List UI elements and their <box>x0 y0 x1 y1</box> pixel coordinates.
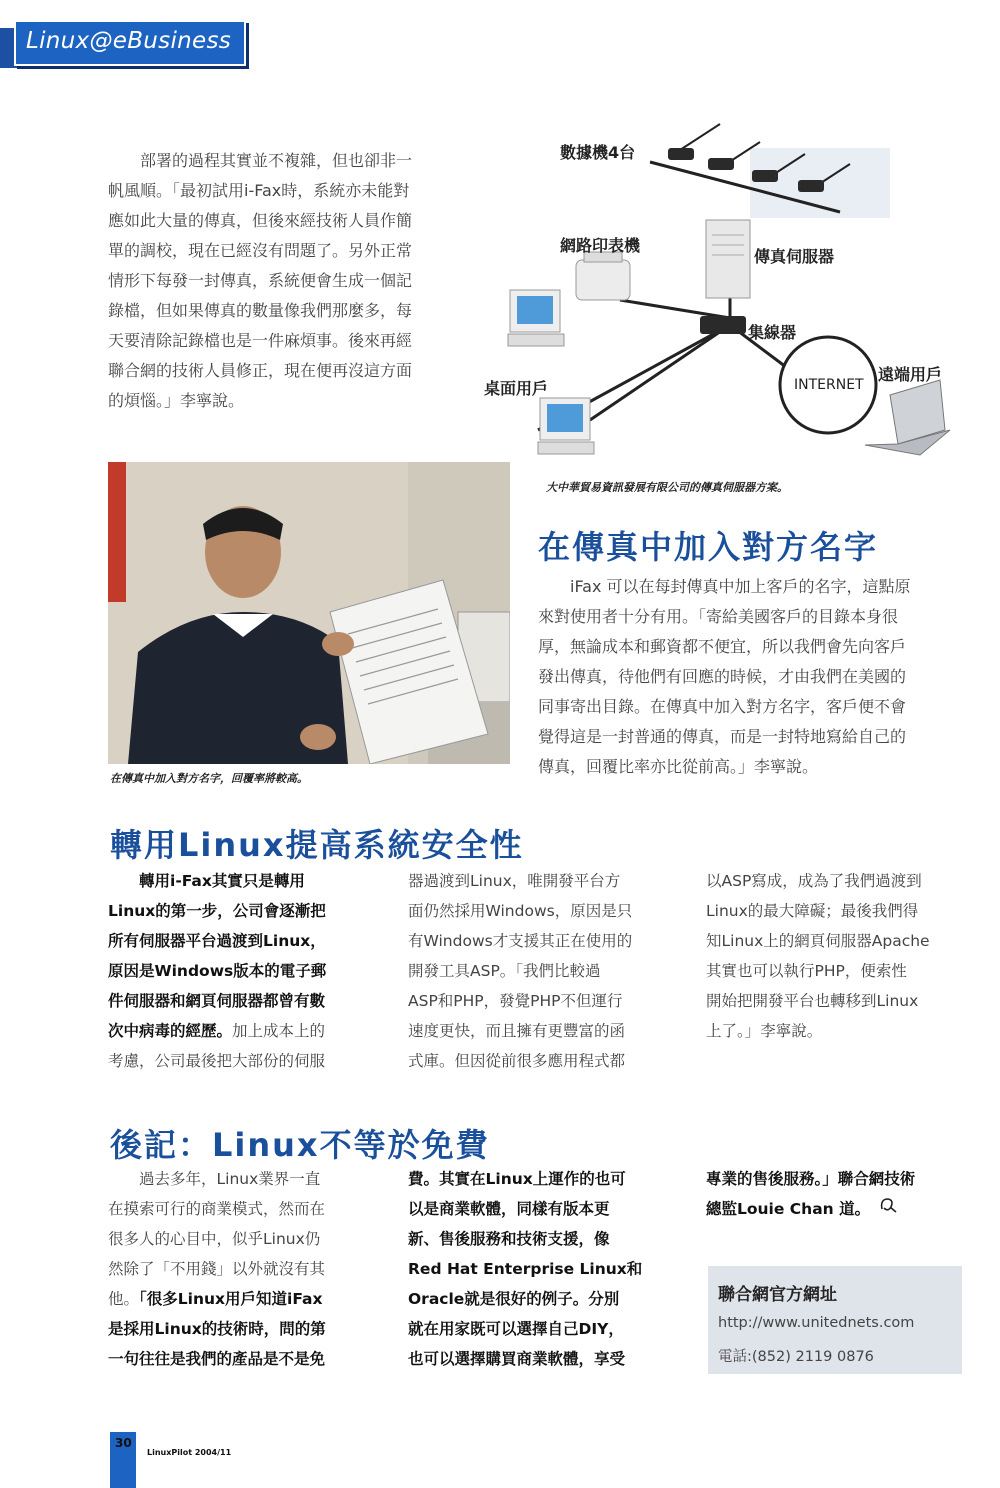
section2-line: 其實也可以執行PHP，便索性 <box>706 962 907 980</box>
intro-line: 部署的過程其實並不複雜，但也卻非一 <box>140 151 413 170</box>
section2-line: 開發工具ASP。「我們比較過 <box>408 962 601 980</box>
diagram-label-hub: 集線器 <box>748 323 797 342</box>
diagram-label-remote: 遠端用戶 <box>878 365 943 384</box>
section3-bold-line: 也可以選擇購買商業軟體，享受 <box>408 1350 626 1368</box>
section3-column-2 <box>408 1164 666 1374</box>
diagram-label-internet: INTERNET <box>794 377 864 393</box>
section1-line: 厚，無論成本和郵資都不便宜，所以我們會先向客戶 <box>538 637 907 656</box>
intro-line: 單的調校，現在已經沒有問題了。另外正常 <box>108 241 413 260</box>
printer-icon <box>576 252 630 300</box>
intro-line: 情形下每發一封傳真，系統便會生成一個記 <box>108 271 413 290</box>
section2-bold-line: 件伺服器和網頁伺服器都曾有數 <box>108 992 326 1010</box>
section2-line: 器過渡到Linux，唯開發平台方 <box>408 872 621 890</box>
section2-line: 面仍然採用Windows，原因是只 <box>408 902 633 920</box>
section2-line: 速度更快，而且擁有更豐富的函 <box>408 1022 626 1040</box>
section3-bold-line: 費。其實在Linux上運作的也可 <box>408 1170 626 1188</box>
section-title-linux-security: 轉用Linux提高系統安全性 <box>110 826 524 864</box>
desktop-computer-icon <box>508 290 564 346</box>
photo-man-holding-fax <box>108 462 510 764</box>
intro-line: 錄檔，但如果傳真的數量像我們那麼多，每 <box>108 301 413 320</box>
contact-info-title: 聯合網官方網址 <box>718 1285 837 1305</box>
section2-bold-line: 轉用i-Fax其實只是轉用 <box>139 872 305 890</box>
section2-line: 上了。」李寧說。 <box>706 1022 823 1040</box>
section3-bold-line: 一句往往是我們的產品是不是免 <box>108 1350 326 1368</box>
section-header-title: Linux@eBusiness <box>26 28 232 54</box>
page-number: 30 <box>115 1436 132 1450</box>
hub-icon <box>700 316 746 334</box>
section2-bold-line: Linux的第一步，公司會逐漸把 <box>108 902 326 920</box>
section-title-add-name: 在傳真中加入對方名字 <box>538 528 879 566</box>
section1-line: 發出傳真，待他們有回應的時候，才由我們在美國的 <box>538 667 907 686</box>
section3-line: 過去多年，Linux業界一直 <box>139 1170 321 1188</box>
website-link[interactable]: http://www.unitednets.com <box>718 1315 915 1331</box>
section3-bold-line: Oracle就是很好的例子。分別 <box>408 1290 620 1308</box>
section2-line: 以ASP寫成，成為了我們過渡到 <box>706 872 922 890</box>
diagram-label-printer: 網路印表機 <box>560 236 641 255</box>
section1-line: 同事寄出目錄。在傳真中加入對方名字，客戶便不會 <box>538 697 907 716</box>
network-diagram <box>480 110 980 480</box>
section3-bold-line: Red Hat Enterprise Linux和 <box>408 1260 643 1278</box>
section1-line: 傳真，回覆比率亦比從前高。」李寧說。 <box>538 757 819 776</box>
section3-bold-line: 新、售後服務和技術支援，像 <box>408 1230 610 1248</box>
section1-paragraph <box>538 572 966 782</box>
diagram-label-desktop: 桌面用戶 <box>484 379 549 398</box>
diagram-label-fax-server: 傳真伺服器 <box>754 247 835 266</box>
section2-line: 加上成本上的 <box>232 1022 326 1040</box>
section2-bold-line: 所有伺服器平台過渡到Linux， <box>108 932 326 950</box>
diagram-caption: 大中華貿易資訊發展有限公司的傳真伺服器方案。 <box>546 481 788 494</box>
server-icon <box>706 220 750 298</box>
section1-line: 覺得這是一封普通的傳真，而是一封特地寫給自己的 <box>538 727 907 746</box>
diagram-label-modems: 數據機4台 <box>560 143 636 162</box>
section3-bold-line: 「很多Linux用戶知道iFax <box>139 1290 323 1308</box>
section2-column-1 <box>108 866 366 1076</box>
section2-column-2 <box>408 866 666 1076</box>
desktop-computer-icon <box>538 398 594 454</box>
intro-line: 帆風順。「最初試用i-Fax時，系統亦未能對 <box>108 181 410 200</box>
section-title-not-free: 後記：Linux不等於免費 <box>110 1126 490 1164</box>
photo-caption: 在傳真中加入對方名字，回覆率將較高。 <box>110 772 308 785</box>
section2-line: 考慮，公司最後把大部份的伺服 <box>108 1052 326 1070</box>
section3-bold-line: 總監Louie Chan 道。 <box>706 1200 871 1218</box>
section3-line: 在摸索可行的商業模式，然而在 <box>108 1200 326 1218</box>
magazine-issue: LinuxPilot 2004/11 <box>147 1448 232 1457</box>
intro-line: 應如此大量的傳真，但後來經技術人員作簡 <box>108 211 413 230</box>
section2-line: 有Windows才支援其正在使用的 <box>408 932 633 950</box>
section3-bold-line: 就在用家既可以選擇自己DIY， <box>408 1320 624 1338</box>
section3-column-3 <box>706 1164 966 1225</box>
section2-line: 知Linux上的網頁伺服器Apache <box>706 932 930 950</box>
section2-line: ASP和PHP，發覺PHP不但運行 <box>408 992 623 1010</box>
section2-line: Linux的最大障礙；最後我們得 <box>706 902 919 920</box>
laptop-icon <box>865 380 950 455</box>
section2-line: 式庫。但因從前很多應用程式都 <box>408 1052 626 1070</box>
section3-line: 他。 <box>108 1290 140 1308</box>
section3-column-1 <box>108 1164 366 1374</box>
intro-line: 的煩惱。」李寧說。 <box>108 391 245 410</box>
section3-line: 很多人的心目中，似乎Linux仍 <box>108 1230 321 1248</box>
section1-line: 來對使用者十分有用。「寄給美國客戶的目錄本身很 <box>538 607 899 626</box>
phone-number: 電話:(852) 2119 0876 <box>718 1349 874 1365</box>
intro-paragraph <box>108 146 460 416</box>
section3-bold-line: 以是商業軟體，同樣有版本更 <box>408 1200 610 1218</box>
end-mark-icon <box>878 1195 898 1225</box>
intro-line: 天要清除記錄檔也是一件麻煩事。後來再經 <box>108 331 413 350</box>
section2-bold-line: 原因是Windows版本的電子郵 <box>108 962 327 980</box>
section2-column-3 <box>706 866 966 1046</box>
section3-line: 然除了「不用錢」以外就沒有其 <box>108 1260 326 1278</box>
section3-bold-line: 專業的售後服務。」聯合網技術 <box>706 1170 916 1188</box>
section2-line: 開始把開發平台也轉移到Linux <box>706 992 919 1010</box>
section2-bold-line: 次中病毒的經歷。 <box>108 1022 233 1040</box>
section1-line: iFax 可以在每封傳真中加上客戶的名字，這點原 <box>570 577 911 596</box>
section3-bold-line: 是採用Linux的技術時，問的第 <box>108 1320 326 1338</box>
intro-line: 聯合網的技術人員修正，現在便再沒這方面 <box>108 361 413 380</box>
